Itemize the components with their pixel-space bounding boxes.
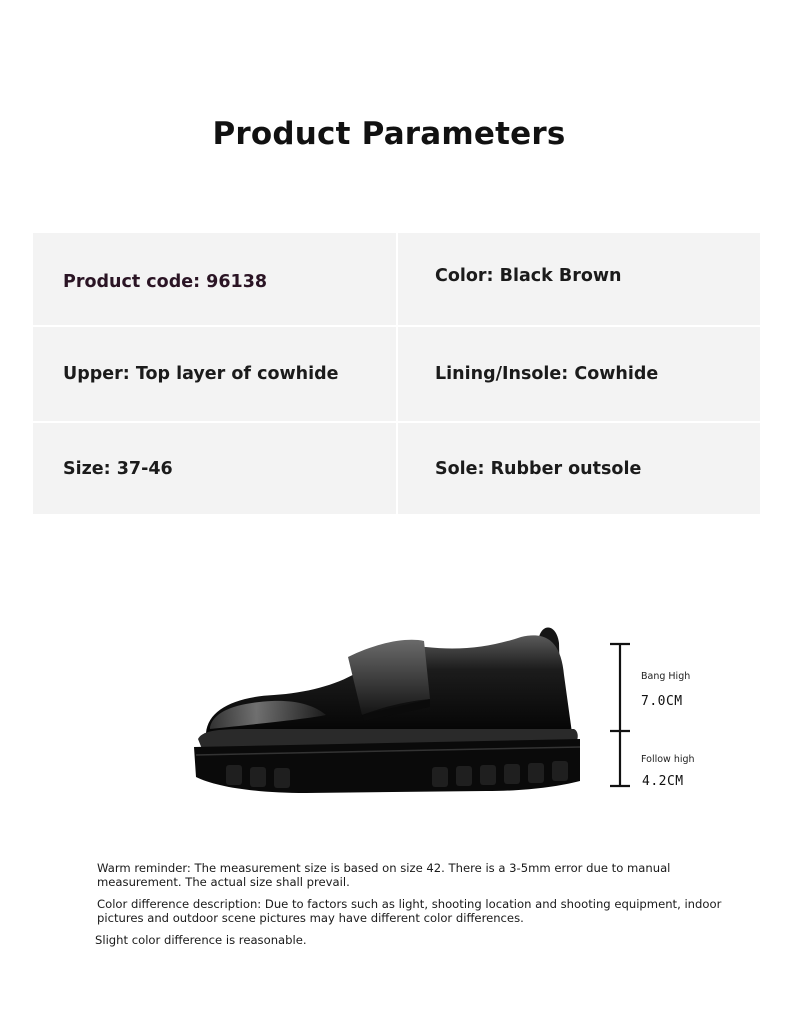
size-cell: Size: 37-46 [33, 423, 396, 514]
bang-high-label: Bang High [641, 671, 691, 682]
page-title: Product Parameters [212, 116, 566, 152]
slight-difference-text: Slight color difference is reasonable. [95, 933, 307, 947]
color-difference-text: Color difference description: Due to factors such as light, shooting location and shooting equipment, indoor pictures and outdoor scene pictures may have different color differences. [97, 897, 722, 925]
follow-high-value: 4.2CM [642, 774, 684, 789]
parameter-table [33, 233, 760, 514]
upper-cell: Upper: Top layer of cowhide [33, 327, 396, 421]
shoe-image [186, 615, 586, 805]
notes-section [97, 862, 757, 957]
lining-cell: Lining/Insole: Cowhide [398, 327, 760, 421]
follow-high-label: Follow high [641, 754, 695, 765]
warm-reminder-text: Warm reminder: The measurement size is based on size 42. There is a 3-5mm error due to manual measurement. The actual size shall prevail. [97, 861, 671, 889]
bang-high-value: 7.0CM [641, 694, 683, 709]
color-cell: Color: Black Brown [398, 233, 760, 325]
measure-scale-icon [605, 640, 635, 790]
product-code-cell: Product code: 96138 [33, 233, 396, 325]
sole-cell: Sole: Rubber outsole [398, 423, 760, 514]
